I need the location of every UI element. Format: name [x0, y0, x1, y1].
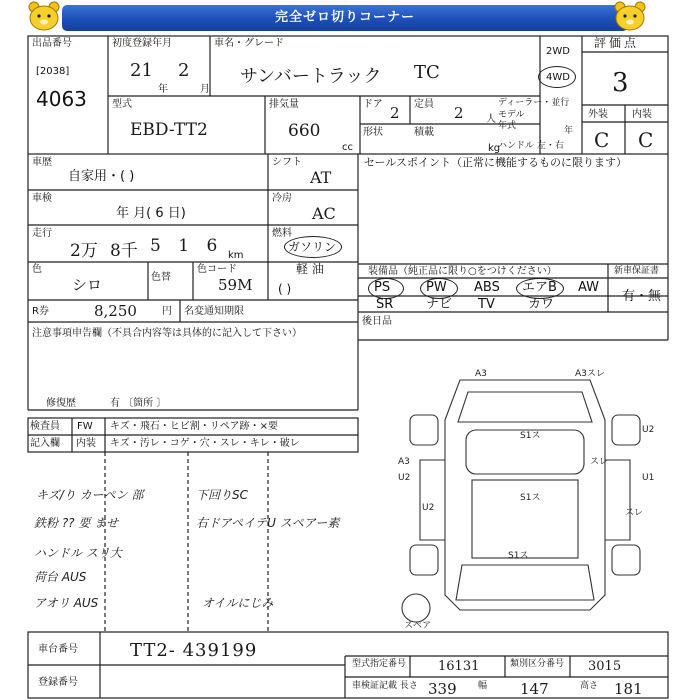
lot-code: [2038] [36, 66, 70, 77]
year-unit-2: 年 [564, 126, 574, 136]
inspection-label: 車検 [32, 193, 52, 204]
mark-front-right-a3: A3スレ [575, 369, 605, 379]
2wd-label: 2WD [546, 46, 570, 57]
first-reg-month: 2 [178, 60, 190, 81]
height-label: 高さ [580, 681, 599, 691]
mileage-rest: 5 1 6 [150, 236, 224, 256]
handle-label: ハンドル 左・右 [498, 141, 564, 151]
mileage-label: 走行 [32, 228, 52, 239]
model-value: EBD-TT2 [130, 120, 208, 140]
exterior-grade: C [594, 128, 610, 152]
warranty-value: 有・無 [622, 289, 662, 304]
first-registration-label: 初度登録年月 [112, 38, 172, 49]
remark-left-4: 荷台 AUS [34, 570, 87, 584]
ps-circle [368, 278, 404, 299]
exterior-label: 外装 [588, 109, 608, 120]
fuel-diesel: 軽 油 [296, 262, 324, 276]
fuel-label: 燃料 [272, 228, 292, 239]
mileage-man: 2万 [70, 241, 98, 261]
doors-label: ドア [363, 99, 383, 110]
pw-circle [420, 278, 458, 299]
displacement-label: 排気量 [269, 99, 299, 110]
model-year-label-1: モデル [498, 110, 525, 120]
remark-right-2: 右ドアペイテU スペアー素 [196, 516, 340, 530]
vehicle-damage-diagram [380, 360, 670, 630]
warranty-label: 新車保証書 [614, 266, 660, 276]
km-unit: km [228, 250, 244, 261]
color-label: 色 [32, 264, 42, 275]
equip-airbag: エアB [522, 280, 557, 295]
displacement-value: 660 [288, 121, 321, 141]
recycle-label: R券 [32, 306, 49, 317]
notes-label: 注意事項申告欄（不具合内容等は具体的に記入して下さい） [32, 328, 302, 339]
width-value: 147 [520, 680, 549, 698]
mark-right-scratch: スレ [590, 457, 609, 467]
fuel-other: ( ) [278, 282, 292, 296]
mileage-sen: 8千 [110, 241, 138, 261]
capacity-value: 2 [454, 104, 464, 122]
equip-leather: カワ [528, 297, 555, 312]
category-label: 類別区分番号 [510, 659, 565, 669]
length-label: 車検証記載 長さ [352, 681, 418, 691]
yen-unit: 円 [162, 306, 172, 317]
car-name-value: サンバートラック [240, 66, 382, 87]
person-unit: 人 [486, 114, 496, 125]
ac-value: AC [312, 204, 336, 223]
remark-right-5: オイルにじみ [202, 596, 274, 610]
airbag-circle [516, 278, 564, 299]
recycle-value: 8,250 [94, 302, 137, 320]
type-spec-value: 16131 [438, 659, 480, 674]
mark-right-rear-scratch: スレ [625, 508, 644, 518]
lot-number: 4063 [36, 87, 87, 111]
height-value: 181 [614, 680, 643, 698]
lot-number-label: 出品番号 [32, 38, 72, 49]
mark-left-a3: A3 [398, 457, 410, 467]
fuel-gasoline: ガソリン [288, 240, 337, 254]
equip-aw: AW [578, 280, 600, 295]
shift-value: AT [310, 168, 332, 187]
history-label: 車歴 [32, 157, 52, 168]
cc-unit: cc [342, 142, 353, 153]
inspector-items: キズ・飛石・ヒビ割・リペア跡・×要 [110, 421, 278, 432]
type-spec-label: 型式指定番号 [352, 659, 407, 669]
mark-front-a3: A3 [475, 369, 487, 379]
recorder-items: キズ・汚レ・コゲ・穴・スレ・キレ・破レ [110, 438, 300, 449]
car-name-label: 車名・グレード [214, 38, 284, 49]
capacity-label: 定員 [414, 99, 434, 110]
equip-ps: PS [374, 280, 391, 295]
kg-unit: kg [488, 143, 501, 154]
grade-value: TC [414, 62, 440, 83]
model-label: 型式 [112, 99, 132, 110]
equip-pw: PW [426, 280, 447, 295]
year-unit: 年 [158, 84, 168, 95]
zero-cut-banner: 完全ゼロ切りコーナー [62, 5, 628, 31]
load-label: 積載 [414, 127, 434, 138]
doors-value: 2 [390, 104, 400, 122]
4wd-circle [538, 66, 576, 88]
length-value: 339 [428, 680, 457, 698]
mark-windshield: S1ス [520, 431, 541, 441]
eval-score-label: 評価点 [594, 36, 640, 50]
equipment-label: 装備品（純正品に限り○をつけください） [368, 266, 557, 277]
mark-bed: S1ス [508, 551, 529, 561]
width-label: 幅 [478, 681, 488, 691]
remark-left-5: アオリ AUS [34, 596, 99, 610]
mark-spare: スペア [404, 621, 432, 630]
mark-left-rear-u2: U2 [422, 503, 435, 513]
interior-label: 内装 [632, 109, 652, 120]
gasoline-circle [284, 236, 342, 258]
inspector-fw: FW [77, 421, 93, 432]
shift-label: シフト [272, 157, 302, 168]
color-value: シロ [72, 276, 103, 294]
color-code-value: 59M [218, 276, 253, 294]
name-change-label: 名変通知期限 [184, 306, 244, 317]
remark-left-2: 鉄粉 ?? 要 ませ [34, 516, 119, 530]
recorder-label: 記入欄 [30, 438, 60, 449]
4wd-label: 4WD [546, 72, 570, 83]
recorder-interior: 内装 [76, 438, 96, 449]
repair-value: 有 〔箇所 〕 [110, 398, 167, 409]
equip-abs: ABS [474, 280, 500, 295]
history-value: 自家用・( ) [68, 169, 135, 184]
dealer-label: ディーラー・並行 [498, 98, 570, 108]
mark-left-u2: U2 [398, 473, 411, 483]
mark-roof: S1ス [520, 493, 541, 503]
chassis-number-value: TT2- 439199 [130, 640, 258, 661]
remark-left-1: キズ/り カーペン 部 [36, 488, 144, 502]
mark-right-u2: U2 [642, 425, 655, 435]
remark-left-3: ハンドル スリ大 [34, 546, 122, 560]
sales-point-label: セールスポイント（正常に機能するものに限ります） [364, 156, 628, 169]
ac-label: 冷房 [272, 193, 292, 204]
color-change-label: 色替 [151, 272, 171, 283]
chassis-number-label: 車台番号 [38, 644, 78, 655]
equip-sr: SR [376, 297, 394, 312]
first-reg-year: 21 [130, 60, 153, 81]
color-code-label: 色コード [197, 264, 237, 275]
inspection-value: 年 月( 6 日) [116, 206, 186, 221]
equip-tv: TV [478, 297, 495, 312]
registration-number-label: 登録番号 [38, 677, 78, 688]
category-value: 3015 [588, 659, 622, 674]
equip-navi: ナビ [426, 297, 453, 312]
eval-score-value: 3 [612, 68, 629, 98]
mark-right-u1: U1 [642, 473, 655, 483]
rear-seat-label: 後日品 [362, 316, 392, 327]
remark-right-1: 下回りSC [196, 488, 248, 502]
inspector-label: 検査員 [30, 421, 60, 432]
repair-label: 修復歴 [46, 398, 76, 409]
model-year-label-2: 年式 [498, 121, 517, 131]
shape-label: 形状 [363, 127, 383, 138]
interior-grade: C [638, 128, 654, 152]
month-unit: 月 [200, 84, 210, 95]
